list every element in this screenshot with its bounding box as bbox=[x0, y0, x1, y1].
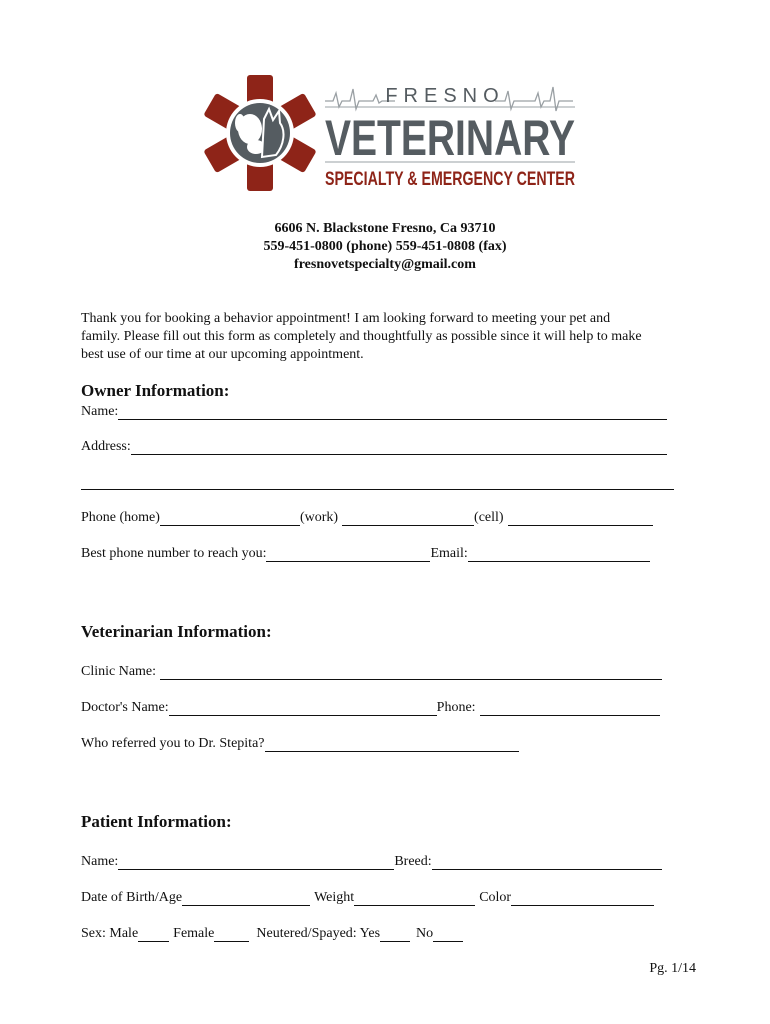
patient-name-row bbox=[81, 852, 701, 870]
color-field[interactable] bbox=[511, 891, 654, 906]
weight-label: Weight bbox=[314, 890, 355, 905]
owner-address-row bbox=[81, 437, 701, 455]
color-label: Color bbox=[479, 890, 512, 905]
owner-name-field[interactable] bbox=[118, 405, 667, 420]
owner-address-label: Address: bbox=[81, 439, 131, 454]
clinic-name-row bbox=[81, 662, 701, 680]
sex-male-field[interactable] bbox=[138, 927, 169, 942]
logo bbox=[205, 73, 585, 193]
breed-field[interactable] bbox=[432, 855, 662, 870]
referred-label: Who referred you to Dr. Stepita? bbox=[81, 736, 265, 751]
page-number: Pg. 1/14 bbox=[649, 961, 696, 976]
referred-row bbox=[81, 734, 701, 752]
owner-address-field-2[interactable] bbox=[81, 475, 674, 490]
patient-name-field[interactable] bbox=[118, 855, 394, 870]
phone-work-label: (work) bbox=[299, 510, 339, 525]
vet-phone-field[interactable] bbox=[480, 701, 660, 716]
phone-home-field[interactable] bbox=[160, 511, 300, 526]
intro-line-3: best use of our time at our upcoming appointment. bbox=[81, 347, 364, 362]
logo-veterinary: VETERINARY bbox=[325, 110, 575, 166]
owner-heading: Owner Information: bbox=[81, 381, 230, 400]
owner-address-field[interactable] bbox=[131, 440, 667, 455]
logo-graphic bbox=[205, 73, 585, 193]
logo-fresno: FRESNO bbox=[385, 85, 505, 107]
doctor-name-field[interactable] bbox=[169, 701, 437, 716]
weight-field[interactable] bbox=[354, 891, 475, 906]
dob-label: Date of Birth/Age bbox=[81, 890, 183, 905]
owner-best-phone-row bbox=[81, 544, 701, 562]
neutered-no-field[interactable] bbox=[433, 927, 463, 942]
patient-details-row bbox=[81, 888, 701, 906]
doctor-name-label: Doctor's Name: bbox=[81, 700, 169, 715]
owner-name-row bbox=[81, 402, 701, 420]
owner-email-label: Email: bbox=[430, 546, 468, 561]
owner-name-label: Name: bbox=[81, 404, 119, 419]
clinic-name-label: Clinic Name: bbox=[81, 664, 157, 679]
clinic-email: fresnovetspecialty@gmail.com bbox=[294, 257, 476, 272]
phone-work-field[interactable] bbox=[342, 511, 474, 526]
vet-heading: Veterinarian Information: bbox=[81, 622, 272, 641]
dob-field[interactable] bbox=[182, 891, 310, 906]
best-phone-label: Best phone number to reach you: bbox=[81, 546, 267, 561]
logo-specialty: SPECIALTY & EMERGENCY CENTER bbox=[325, 169, 576, 190]
doctor-row bbox=[81, 698, 701, 716]
owner-phone-row bbox=[81, 508, 701, 526]
clinic-name-field[interactable] bbox=[160, 665, 662, 680]
patient-sex-row bbox=[81, 924, 701, 942]
best-phone-field[interactable] bbox=[266, 547, 430, 562]
referred-field[interactable] bbox=[265, 737, 519, 752]
clinic-address: 6606 N. Blackstone Fresno, Ca 93710 bbox=[274, 221, 496, 236]
owner-address-row-2 bbox=[81, 472, 701, 490]
medical-star-icon bbox=[203, 75, 316, 191]
intro-line-2: family. Please fill out this form as completely and thoughtfully as possible since it will help to make bbox=[81, 329, 642, 344]
neutered-no-label: No bbox=[416, 926, 434, 941]
patient-heading: Patient Information: bbox=[81, 812, 232, 831]
breed-label: Breed: bbox=[394, 854, 432, 869]
owner-email-field[interactable] bbox=[468, 547, 650, 562]
neutered-yes-field[interactable] bbox=[380, 927, 410, 942]
phone-cell-field[interactable] bbox=[508, 511, 653, 526]
vet-phone-label: Phone: bbox=[436, 700, 476, 715]
neutered-yes-label: Neutered/Spayed: Yes bbox=[256, 926, 381, 941]
sex-female-field[interactable] bbox=[214, 927, 249, 942]
sex-female-label: Female bbox=[173, 926, 215, 941]
phone-home-label: Phone (home) bbox=[81, 510, 160, 525]
sex-male-label: Sex: Male bbox=[81, 926, 139, 941]
phone-cell-label: (cell) bbox=[474, 510, 504, 525]
clinic-phones: 559-451-0800 (phone) 559-451-0808 (fax) bbox=[263, 239, 507, 254]
intro-line-1: Thank you for booking a behavior appointment! I am looking forward to meeting your pet and bbox=[81, 311, 611, 326]
patient-name-label: Name: bbox=[81, 854, 119, 869]
